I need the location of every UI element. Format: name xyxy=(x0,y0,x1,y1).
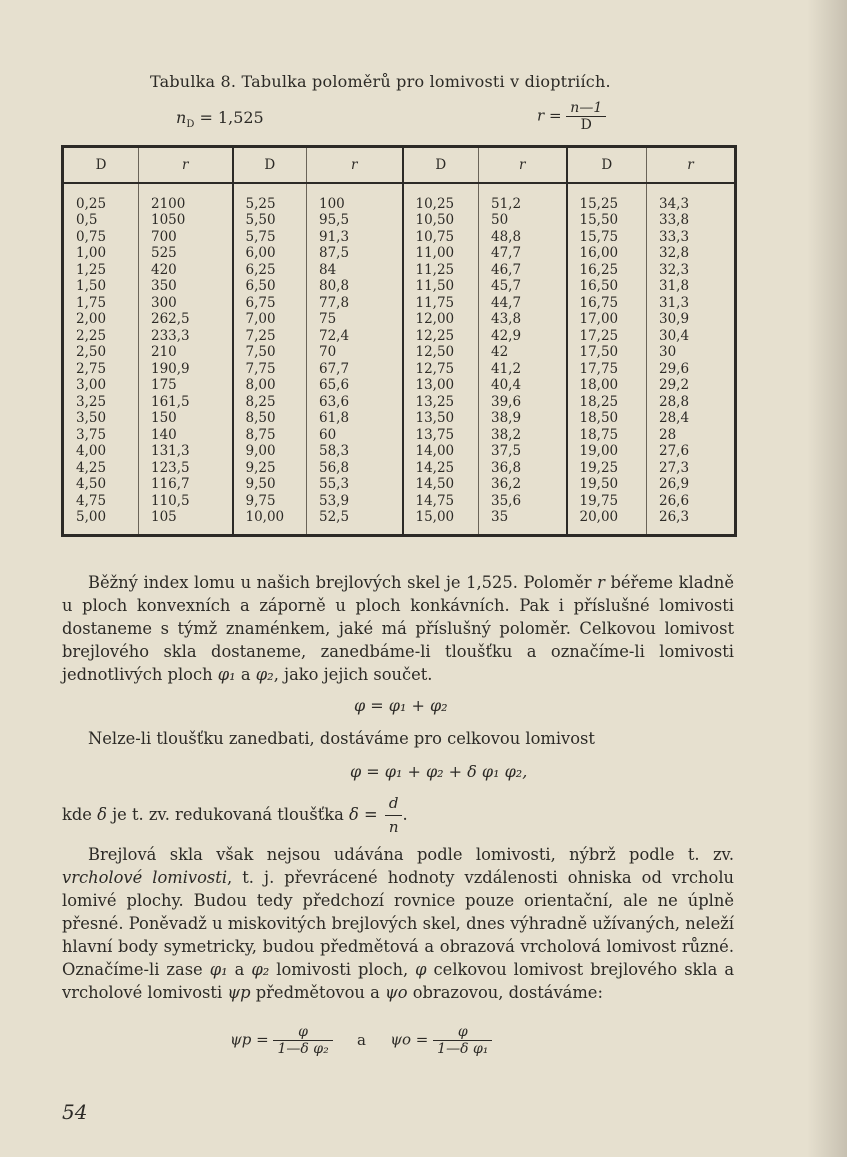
header-d: D xyxy=(233,147,307,183)
radius-fraction xyxy=(566,100,606,133)
table-row xyxy=(63,344,736,361)
cell-radius: 262,5 xyxy=(139,311,233,328)
paragraph-reduced-thickness xyxy=(62,792,734,839)
cell-diopters: 15,50 xyxy=(567,212,647,229)
cell-diopters: 5,50 xyxy=(233,212,307,229)
cell-radius: 37,5 xyxy=(479,443,567,460)
page-number: 54 xyxy=(62,1100,88,1124)
cell-diopters: 1,00 xyxy=(63,245,139,262)
radius-table xyxy=(61,145,737,537)
cell-radius: 28,8 xyxy=(647,394,736,411)
math-symbol: φ xyxy=(415,960,427,979)
cell-diopters: 6,50 xyxy=(233,278,307,295)
cell-diopters: 0,25 xyxy=(63,183,139,213)
cell-radius: 700 xyxy=(139,229,233,246)
cell-radius: 77,8 xyxy=(307,295,403,312)
cell-diopters: 13,75 xyxy=(403,427,479,444)
cell-diopters: 8,50 xyxy=(233,410,307,427)
cell-diopters: 9,75 xyxy=(233,493,307,510)
table-row xyxy=(63,278,736,295)
equation-lhs: ψp = xyxy=(230,1030,269,1049)
cell-diopters: 6,00 xyxy=(233,245,307,262)
cell-diopters: 12,75 xyxy=(403,361,479,378)
cell-diopters: 7,25 xyxy=(233,328,307,345)
cell-diopters: 16,50 xyxy=(567,278,647,295)
cell-radius: 131,3 xyxy=(139,443,233,460)
cell-radius: 51,2 xyxy=(479,183,567,213)
cell-diopters: 1,75 xyxy=(63,295,139,312)
cell-diopters: 1,50 xyxy=(63,278,139,295)
text-span: je t. zv. redukovaná tloušťka xyxy=(106,805,349,824)
cell-diopters: 8,25 xyxy=(233,394,307,411)
cell-diopters: 12,50 xyxy=(403,344,479,361)
cell-diopters: 14,25 xyxy=(403,460,479,477)
cell-radius: 70 xyxy=(307,344,403,361)
radius-fraction-numerator: n—1 xyxy=(570,100,603,116)
cell-diopters: 4,50 xyxy=(63,476,139,493)
cell-diopters: 11,50 xyxy=(403,278,479,295)
header-r: r xyxy=(307,147,403,183)
cell-diopters: 6,25 xyxy=(233,262,307,279)
text-span: předmětovou a xyxy=(250,983,385,1002)
text-span: béřeme kladně u ploch konvexních a záporně u ploch konkávních. Pak i příslušné lomivosti dostaneme s týmž znaménkem, jaké má příslušný poloměr. Celkovou lomivost brejlového skla dostaneme, zanedbáme-li tloušťku a označíme-li lomivosti jednotlivých ploch xyxy=(62,573,734,684)
cell-diopters: 0,5 xyxy=(63,212,139,229)
table-row xyxy=(63,509,736,535)
cell-diopters: 13,25 xyxy=(403,394,479,411)
cell-diopters: 2,25 xyxy=(63,328,139,345)
cell-diopters: 0,75 xyxy=(63,229,139,246)
cell-diopters: 4,75 xyxy=(63,493,139,510)
text-span: , jako jejich součet. xyxy=(273,665,433,684)
table-row xyxy=(63,427,736,444)
cell-diopters: 2,75 xyxy=(63,361,139,378)
table-row xyxy=(63,229,736,246)
cell-radius: 95,5 xyxy=(307,212,403,229)
fraction-denominator: 1—δ φ₂ xyxy=(273,1040,332,1057)
cell-radius: 27,6 xyxy=(647,443,736,460)
cell-radius: 33,8 xyxy=(647,212,736,229)
cell-radius: 300 xyxy=(139,295,233,312)
page-edge-shadow xyxy=(807,0,847,1157)
cell-diopters: 15,00 xyxy=(403,509,479,535)
paragraph-refractive-index xyxy=(62,571,734,686)
cell-radius: 47,7 xyxy=(479,245,567,262)
text-span: , t. j. převrácené hodnoty vzdálenosti ohniska od vrcholu lomivé plochy. Budou tedy předchozí rovnice pouze orientační, ale ne úplně přesné. Poněvadž u miskovitých brejlových skel, dnes výhradně užívaných, neleží hlavní body symetricky, budou předmětová a obrazová vrcholová lomivost různé. Označíme-li zase xyxy=(62,868,735,979)
n-symbol: n xyxy=(176,108,187,127)
cell-radius: 87,5 xyxy=(307,245,403,262)
math-symbol: δ = xyxy=(349,805,378,824)
cell-diopters: 20,00 xyxy=(567,509,647,535)
cell-diopters: 15,75 xyxy=(567,229,647,246)
cell-radius: 175 xyxy=(139,377,233,394)
cell-diopters: 6,75 xyxy=(233,295,307,312)
table-row xyxy=(63,361,736,378)
text-span: Brejlová skla však nejsou udávána podle lomivosti, nýbrž podle t. zv. xyxy=(88,845,734,864)
cell-radius: 1050 xyxy=(139,212,233,229)
cell-radius: 40,4 xyxy=(479,377,567,394)
cell-radius: 123,5 xyxy=(139,460,233,477)
text-span: lomivosti ploch, xyxy=(269,960,416,979)
fraction-numerator: φ xyxy=(298,1024,308,1040)
cell-diopters: 14,75 xyxy=(403,493,479,510)
cell-diopters: 12,25 xyxy=(403,328,479,345)
cell-radius: 350 xyxy=(139,278,233,295)
table-row xyxy=(63,311,736,328)
index-value: = 1,525 xyxy=(199,108,264,127)
cell-diopters: 17,50 xyxy=(567,344,647,361)
cell-diopters: 3,00 xyxy=(63,377,139,394)
cell-radius: 43,8 xyxy=(479,311,567,328)
table-caption: Tabulka 8. Tabulka poloměrů pro lomivosti v dioptriích. xyxy=(150,72,611,91)
paragraph-thickness: Nelze-li tloušťku zanedbati, dostáváme pro celkovou lomivost xyxy=(88,729,595,748)
radius-formula-lhs: r = xyxy=(537,106,562,125)
math-symbol: ψo xyxy=(384,983,408,1002)
fraction-numerator: d xyxy=(388,794,399,812)
table-row xyxy=(63,443,736,460)
math-symbol: φ₂ xyxy=(251,960,270,979)
text-span: a xyxy=(235,665,256,684)
equation-total-power: φ = φ₁ + φ₂ xyxy=(354,696,448,715)
table-row xyxy=(63,460,736,477)
cell-radius: 525 xyxy=(139,245,233,262)
cell-diopters: 10,75 xyxy=(403,229,479,246)
cell-radius: 65,6 xyxy=(307,377,403,394)
cell-diopters: 11,00 xyxy=(403,245,479,262)
cell-radius: 32,3 xyxy=(647,262,736,279)
cell-radius: 61,8 xyxy=(307,410,403,427)
cell-diopters: 18,50 xyxy=(567,410,647,427)
cell-radius: 26,9 xyxy=(647,476,736,493)
cell-diopters: 2,00 xyxy=(63,311,139,328)
refractive-index-label xyxy=(176,108,264,130)
cell-radius: 36,2 xyxy=(479,476,567,493)
cell-radius: 72,4 xyxy=(307,328,403,345)
cell-radius: 28 xyxy=(647,427,736,444)
cell-radius: 32,8 xyxy=(647,245,736,262)
cell-diopters: 3,50 xyxy=(63,410,139,427)
cell-radius: 91,3 xyxy=(307,229,403,246)
cell-radius: 53,9 xyxy=(307,493,403,510)
cell-diopters: 17,25 xyxy=(567,328,647,345)
cell-diopters: 19,25 xyxy=(567,460,647,477)
cell-radius: 63,6 xyxy=(307,394,403,411)
table-row xyxy=(63,183,736,213)
math-symbol: φ₂ xyxy=(255,665,274,684)
cell-diopters: 1,25 xyxy=(63,262,139,279)
cell-diopters: 4,00 xyxy=(63,443,139,460)
cell-radius: 140 xyxy=(139,427,233,444)
cell-radius: 48,8 xyxy=(479,229,567,246)
cell-radius: 41,2 xyxy=(479,361,567,378)
cell-radius: 33,3 xyxy=(647,229,736,246)
table-row xyxy=(63,493,736,510)
cell-diopters: 9,50 xyxy=(233,476,307,493)
equation-thick-lens: φ = φ₁ + φ₂ + δ φ₁ φ₂, xyxy=(350,762,528,781)
cell-radius: 2100 xyxy=(139,183,233,213)
cell-radius: 67,7 xyxy=(307,361,403,378)
cell-radius: 38,9 xyxy=(479,410,567,427)
cell-diopters: 14,00 xyxy=(403,443,479,460)
math-symbol: r xyxy=(597,573,605,592)
cell-radius: 42 xyxy=(479,344,567,361)
cell-diopters: 2,50 xyxy=(63,344,139,361)
radius-formula xyxy=(537,100,606,133)
cell-diopters: 18,00 xyxy=(567,377,647,394)
table-header-row xyxy=(63,147,736,183)
cell-diopters: 19,00 xyxy=(567,443,647,460)
fraction-denominator: 1—δ φ₁ xyxy=(433,1040,492,1057)
cell-diopters: 13,50 xyxy=(403,410,479,427)
cell-radius: 190,9 xyxy=(139,361,233,378)
cell-diopters: 5,25 xyxy=(233,183,307,213)
cell-diopters: 15,25 xyxy=(567,183,647,213)
cell-diopters: 9,25 xyxy=(233,460,307,477)
cell-radius: 60 xyxy=(307,427,403,444)
cell-diopters: 19,50 xyxy=(567,476,647,493)
cell-diopters: 18,75 xyxy=(567,427,647,444)
cell-radius: 31,3 xyxy=(647,295,736,312)
cell-radius: 58,3 xyxy=(307,443,403,460)
cell-diopters: 17,00 xyxy=(567,311,647,328)
cell-radius: 29,6 xyxy=(647,361,736,378)
text-span: . xyxy=(402,805,408,824)
math-symbol: ψp xyxy=(227,983,251,1002)
reduced-thickness-fraction xyxy=(385,792,403,839)
conjunction: a xyxy=(356,1030,366,1049)
cell-diopters: 14,50 xyxy=(403,476,479,493)
cell-diopters: 3,25 xyxy=(63,394,139,411)
table-row xyxy=(63,245,736,262)
cell-radius: 420 xyxy=(139,262,233,279)
n-subscript: D xyxy=(186,119,195,131)
paragraph-vertex-power xyxy=(62,843,734,1004)
cell-radius: 100 xyxy=(307,183,403,213)
fraction-numerator: φ xyxy=(457,1024,468,1040)
fraction-denominator: n xyxy=(385,815,403,839)
cell-diopters: 3,75 xyxy=(63,427,139,444)
table-row xyxy=(63,394,736,411)
cell-radius: 161,5 xyxy=(139,394,233,411)
cell-radius: 31,8 xyxy=(647,278,736,295)
cell-radius: 34,3 xyxy=(647,183,736,213)
cell-diopters: 11,25 xyxy=(403,262,479,279)
cell-diopters: 10,50 xyxy=(403,212,479,229)
text-span: Běžný index lomu u našich brejlových skel je 1,525. Poloměr xyxy=(88,573,598,592)
header-d: D xyxy=(403,147,479,183)
cell-diopters: 10,25 xyxy=(403,183,479,213)
table-row xyxy=(63,295,736,312)
header-r: r xyxy=(139,147,233,183)
cell-radius: 116,7 xyxy=(139,476,233,493)
text-span: celkovou lomivost brejlového skla a vrcholové lomivosti xyxy=(62,960,735,1002)
cell-radius: 26,3 xyxy=(647,509,736,535)
cell-diopters: 7,50 xyxy=(233,344,307,361)
text-span: obrazovou, dostáváme: xyxy=(407,983,603,1002)
cell-radius: 150 xyxy=(139,410,233,427)
cell-radius: 44,7 xyxy=(479,295,567,312)
cell-radius: 42,9 xyxy=(479,328,567,345)
cell-diopters: 16,75 xyxy=(567,295,647,312)
cell-radius: 35 xyxy=(479,509,567,535)
cell-radius: 233,3 xyxy=(139,328,233,345)
cell-diopters: 13,00 xyxy=(403,377,479,394)
cell-diopters: 4,25 xyxy=(63,460,139,477)
header-r: r xyxy=(647,147,736,183)
table-row xyxy=(63,212,736,229)
equation-lhs: ψo = xyxy=(390,1030,429,1049)
cell-radius: 84 xyxy=(307,262,403,279)
cell-radius: 30,4 xyxy=(647,328,736,345)
cell-diopters: 7,00 xyxy=(233,311,307,328)
table-row xyxy=(63,328,736,345)
cell-radius: 110,5 xyxy=(139,493,233,510)
table-row xyxy=(63,410,736,427)
header-r: r xyxy=(479,147,567,183)
italic-term: vrcholové lomivosti xyxy=(62,868,228,887)
cell-diopters: 19,75 xyxy=(567,493,647,510)
table-body xyxy=(63,183,736,536)
cell-diopters: 8,00 xyxy=(233,377,307,394)
vertex-fraction-image xyxy=(433,1024,492,1057)
cell-radius: 55,3 xyxy=(307,476,403,493)
text-span: kde xyxy=(62,805,98,824)
cell-diopters: 5,00 xyxy=(63,509,139,535)
cell-radius: 35,6 xyxy=(479,493,567,510)
cell-radius: 30 xyxy=(647,344,736,361)
cell-diopters: 16,25 xyxy=(567,262,647,279)
cell-diopters: 12,00 xyxy=(403,311,479,328)
radius-fraction-denominator: D xyxy=(566,116,606,133)
table-row xyxy=(63,377,736,394)
equation-vertex-powers xyxy=(230,1024,492,1057)
cell-radius: 26,6 xyxy=(647,493,736,510)
cell-radius: 27,3 xyxy=(647,460,736,477)
table-row xyxy=(63,476,736,493)
cell-diopters: 16,00 xyxy=(567,245,647,262)
cell-radius: 39,6 xyxy=(479,394,567,411)
cell-radius: 50 xyxy=(479,212,567,229)
cell-radius: 210 xyxy=(139,344,233,361)
cell-radius: 80,8 xyxy=(307,278,403,295)
cell-radius: 52,5 xyxy=(307,509,403,535)
cell-radius: 75 xyxy=(307,311,403,328)
cell-radius: 46,7 xyxy=(479,262,567,279)
math-symbol: δ xyxy=(97,805,107,824)
cell-diopters: 8,75 xyxy=(233,427,307,444)
cell-diopters: 9,00 xyxy=(233,443,307,460)
math-symbol: φ₁ xyxy=(209,960,228,979)
cell-diopters: 5,75 xyxy=(233,229,307,246)
cell-radius: 29,2 xyxy=(647,377,736,394)
cell-diopters: 11,75 xyxy=(403,295,479,312)
cell-diopters: 18,25 xyxy=(567,394,647,411)
cell-diopters: 7,75 xyxy=(233,361,307,378)
cell-radius: 56,8 xyxy=(307,460,403,477)
cell-diopters: 10,00 xyxy=(233,509,307,535)
cell-radius: 36,8 xyxy=(479,460,567,477)
table-row xyxy=(63,262,736,279)
math-symbol: φ₁ xyxy=(217,665,236,684)
header-d: D xyxy=(63,147,139,183)
cell-diopters: 17,75 xyxy=(567,361,647,378)
cell-radius: 105 xyxy=(139,509,233,535)
vertex-fraction-object xyxy=(273,1024,332,1057)
cell-radius: 38,2 xyxy=(479,427,567,444)
cell-radius: 30,9 xyxy=(647,311,736,328)
header-d: D xyxy=(567,147,647,183)
cell-radius: 28,4 xyxy=(647,410,736,427)
text-span: a xyxy=(227,960,252,979)
cell-radius: 45,7 xyxy=(479,278,567,295)
